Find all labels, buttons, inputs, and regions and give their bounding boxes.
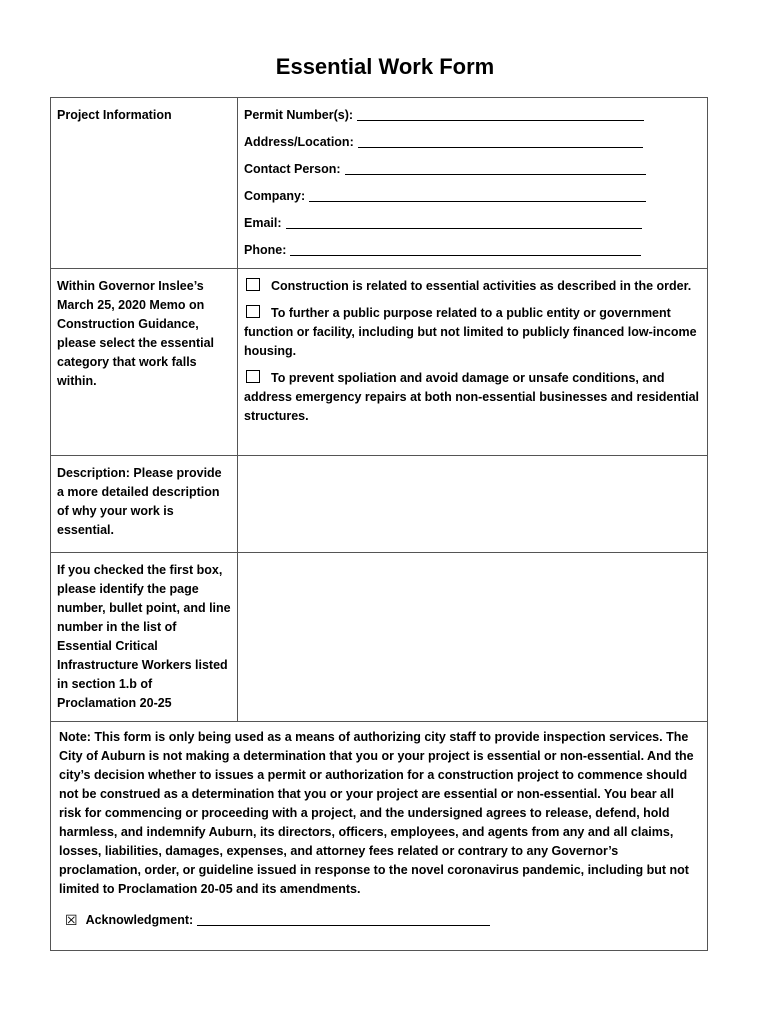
category-option-construction[interactable]	[238, 269, 707, 296]
first-box-detail-input[interactable]	[238, 553, 708, 722]
company-input[interactable]	[309, 187, 646, 202]
contact-person-field[interactable]	[238, 160, 707, 187]
checkbox-icon[interactable]	[246, 305, 260, 318]
form-title: Essential Work Form	[275, 54, 495, 79]
address-label: Address/Location:	[244, 135, 354, 149]
project-info-label: Project Information	[57, 108, 172, 122]
email-field[interactable]	[238, 214, 707, 241]
project-info-row	[51, 98, 708, 269]
checkbox-icon[interactable]	[246, 370, 260, 383]
category-option-text: Construction is related to essential activities as described in the order.	[271, 279, 692, 293]
permit-number-label: Permit Number(s):	[244, 108, 354, 122]
acknowledgment-signature-line[interactable]	[197, 911, 490, 926]
description-row	[51, 456, 708, 553]
category-option-text: To prevent spoliation and avoid damage or unsafe conditions, and address emergency repairs at both non-essential businesses and residential structures.	[244, 371, 700, 423]
note-row	[51, 722, 708, 951]
disclaimer-note: Note: This form is only being used as a means of authorizing city staff to provide inspection services. The City of Auburn is not making a determination that you or your project is essential or non-essential. And the city’s decision whether to issues a permit or authorization for a construction project to commence should not be construed as a determination that you or your project are essential or non-essential. You bear all risk for commencing or proceeding with a project, and the undersigned agrees to release, defend, hold harmless, and indemnify Auburn, its directors, officers, employees, and agents from any and all claims, losses, liabilities, damages, expenses, and attorney fees related or contrary to any Governor’s proclamation, order, or guideline issued in response to the novel coronavirus pandemic, including but not limited to Proclamation 20-05 and its amendments.	[59, 730, 694, 896]
category-label: Within Governor Inslee’s March 25, 2020 Memo on Construction Guidance, please select the essential category that work falls within.	[57, 279, 215, 388]
address-input[interactable]	[358, 133, 643, 148]
category-row	[51, 269, 708, 456]
first-box-detail-label: If you checked the first box, please identify the page number, bullet point, and line number in the list of Essential Critical Infrastructure Workers listed in section 1.b of Proclamation 20-25	[57, 563, 231, 710]
email-label: Email:	[244, 216, 282, 230]
project-info-fields	[238, 98, 708, 269]
contact-person-input[interactable]	[345, 160, 646, 175]
category-option-text: To further a public purpose related to a public entity or government function or facility, including but not limited to publicly financed low-income housing.	[244, 306, 697, 358]
company-field[interactable]	[238, 187, 707, 214]
category-option-public-purpose[interactable]	[238, 304, 707, 361]
permit-number-field[interactable]	[238, 106, 707, 133]
description-label: Description: Please provide a more detailed description of why your work is essential.	[57, 466, 222, 537]
email-input[interactable]	[286, 214, 642, 229]
permit-number-input[interactable]	[357, 106, 644, 121]
contact-person-label: Contact Person:	[244, 162, 341, 176]
category-option-spoliation[interactable]	[238, 369, 707, 426]
phone-label: Phone:	[244, 243, 287, 257]
description-input[interactable]	[238, 456, 708, 553]
acknowledgment-label: Acknowledgment:	[85, 913, 194, 927]
phone-input[interactable]	[290, 241, 641, 256]
phone-field[interactable]	[238, 241, 707, 268]
checkbox-icon[interactable]	[246, 278, 260, 291]
category-options	[238, 269, 708, 456]
acknowledgment-field[interactable]	[51, 899, 707, 930]
checked-checkbox-icon[interactable]: ☒	[65, 912, 78, 928]
essential-work-form-table	[50, 97, 708, 951]
address-field[interactable]	[238, 133, 707, 160]
first-box-detail-row	[51, 553, 708, 722]
company-label: Company:	[244, 189, 306, 203]
